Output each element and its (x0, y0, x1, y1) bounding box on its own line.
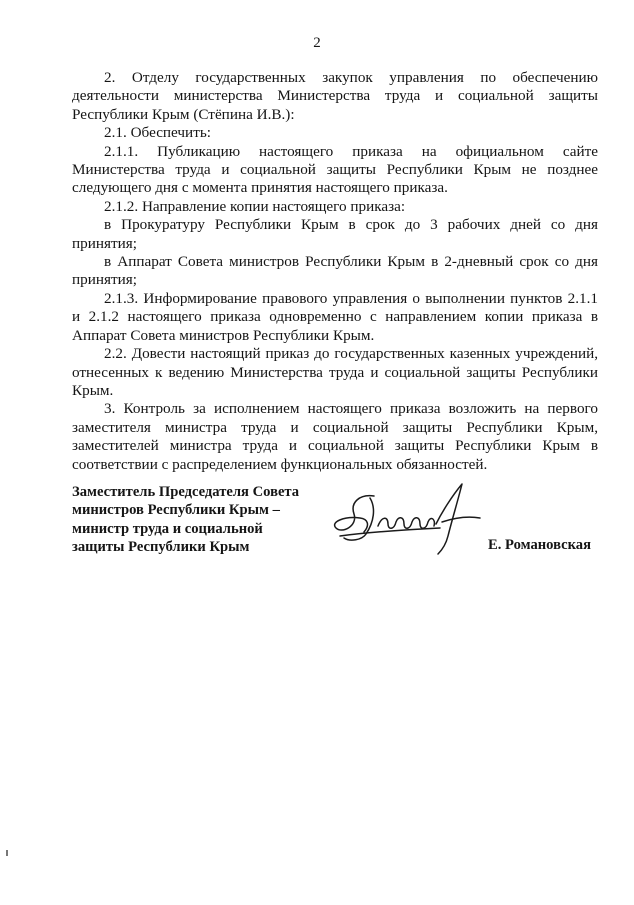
scan-edge-mark (6, 850, 8, 856)
signatory-position-line: защиты Республики Крым (72, 539, 250, 556)
signatory-position (72, 483, 322, 557)
page-number: 2 (313, 35, 321, 51)
paragraph-2-1: 2.1. Обеспечить: (104, 124, 211, 142)
paragraph-council-apparatus: в Аппарат Совета министров Республики Крым в 2-дневный срок со дня принятия; (72, 253, 598, 289)
signatory-position-line: Заместитель Председателя Совета (72, 484, 300, 500)
document-body (72, 69, 598, 474)
paragraph-2: 2. Отделу государственных закупок управления по обеспечению деятельности министерства Министерства труда и социальной защиты Республики Крым (Стёпина И.В.): (72, 69, 598, 123)
signatory-name: Е. Романовская (488, 537, 591, 553)
paragraph-3: 3. Контроль за исполнением настоящего приказа возложить на первого заместителя министра труда и социальной защиты Республики Крым, заместителей министра труда и социальной защиты Республики Крым в соответствии с распределением функциональных обязанностей. (72, 400, 598, 473)
signatory-position-line: министр труда и социальной (72, 520, 263, 537)
handwritten-signature (330, 478, 490, 558)
signatory-position-line: министров Республики Крым – (72, 502, 280, 519)
paragraph-2-1-1: 2.1.1. Публикацию настоящего приказа на официальном сайте Министерства труда и социальной защиты Республики Крым не позднее следующего дня с момента принятия настоящего приказа. (72, 142, 598, 197)
paragraph-prosecutor: в Прокуратуру Республики Крым в срок до 3 рабочих дней со дня принятия; (72, 216, 598, 252)
paragraph-2-2: 2.2. Довести настоящий приказ до государственных казенных учреждений, отнесенных к ведению Министерства труда и социальной защиты Республики Крым. (72, 345, 598, 399)
paragraph-2-1-2: 2.1.2. Направление копии настоящего приказа: (104, 197, 406, 215)
paragraph-2-1-3: 2.1.3. Информирование правового управления о выполнении пунктов 2.1.1 и 2.1.2 настоящего приказа одновременно с направлением копии приказа в Аппарат Совета министров Республики Крым. (72, 289, 598, 344)
